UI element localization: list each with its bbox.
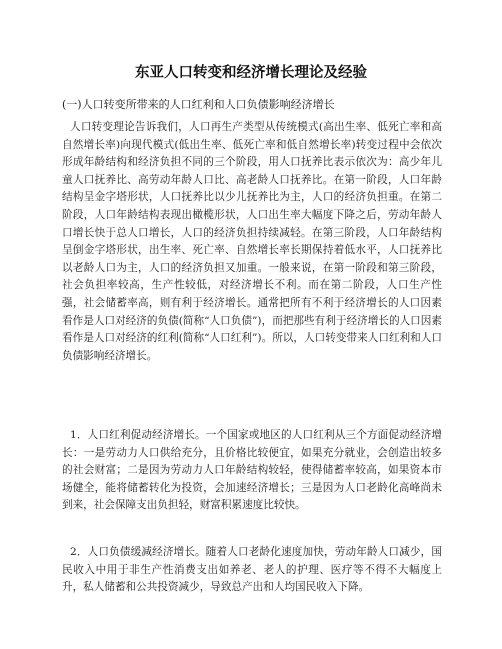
paragraph-demographic-transition: 人口转变理论告诉我们，人口再生产类型从传统模式(高出生率、低死亡率和高自然增长率)向现代模式(低出生率、低死亡率和低自然增长率)转变过程中会依次形成年龄结构和经济负担不同的三个阶段，用人口抚养比表示依次为：高少年儿童人口抚养比、高劳动年龄人口比、高老龄人口抚养比。在第一阶段，人口年龄结构呈金字塔形状，人口抚养比以少儿抚养比为主，人口的经济负担重。在第二阶段，人口年龄结构表现出橄榄形状，人口出生率大幅度下降之后，劳动年龄人口增长快于总人口增长，人口的经济负担持续减轻。在第三阶段，人口年龄结构呈倒金字塔形状，出生率、死亡率、自然增长率长期保持着低水平，人口抚养比以老龄人口为主，人口的经济负担又加重。一般来说，在第一阶段和第三阶段，社会负担率较高，生产性较低，对经济增长不利。而在第二阶段，人口生产性强，社会储蓄率高，则有利于经济增长。通常把所有不利于经济增长的人口因素看作是人口对经济的负债(简称“人口负债”)，而把那些有利于经济增长的人口因素看作是人口对经济的红利(简称“人口红利”)。所以，人口转变带来人口红利和人口负债影响经济增长。 [62,121,442,362]
paragraph-demographic-dividend: 1．人口红利促动经济增长。一个国家或地区的人口红利从三个方面促动经济增长：一是劳动力人口供给充分，且价格比较便宜，如果充分就业，会创造出较多的社会财富；二是因为劳动力人口年龄结构较轻，使得储蓄率较高，如果资本市场健全，能将储蓄转化为投资，会加速经济增长；三是因为人口老龄化高峰尚未到来，社会保障支出负担轻，财富积累速度比较快。 [62,429,442,512]
section-heading: (一)人口转变所带来的人口红利和人口负债影响经济增长 [62,98,335,111]
document-title: 东亚人口转变和经济增长理论及经验 [135,65,367,81]
paragraph-demographic-debt: 2．人口负债缓减经济增长。随着人口老龄化速度加快，劳动年龄人口减少，国民收入中用于非生产性消费支出如养老、老人的护理、医疗等不得不大幅度上升，私人储蓄和公共投资减少，导致总产出和人均国民收入下降。 [62,546,442,594]
